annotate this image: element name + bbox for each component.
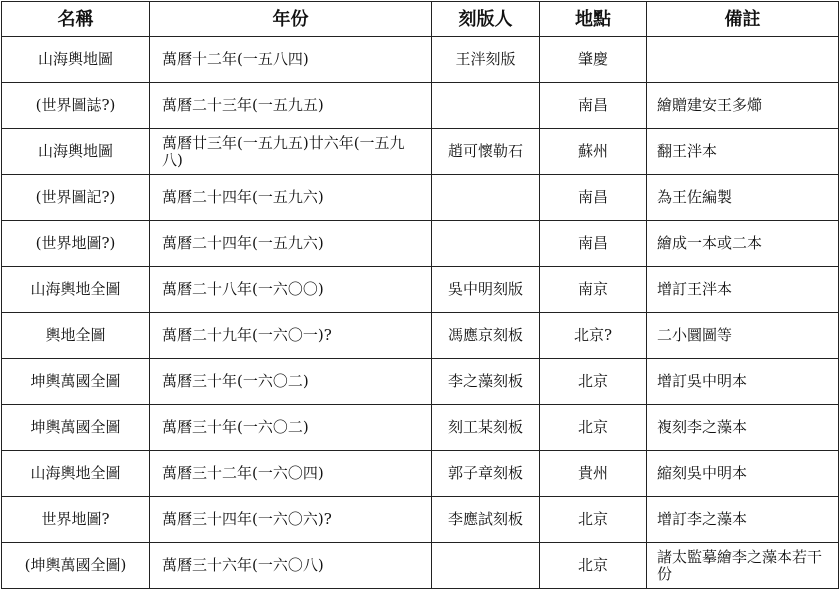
cell-place: 南京 xyxy=(540,267,647,313)
cell-note: 二小圜圖等 xyxy=(647,313,839,359)
cell-year: 萬曆三十年(一六〇二) xyxy=(150,405,432,451)
cell-year: 萬曆十二年(一五八四) xyxy=(150,37,432,83)
cell-note xyxy=(647,37,839,83)
table-row xyxy=(2,359,839,405)
cell-year: 萬曆三十六年(一六〇八) xyxy=(150,543,432,589)
cell-engraver: 馮應京刻板 xyxy=(432,313,540,359)
table-row xyxy=(2,129,839,175)
cell-name: 世界地圖? xyxy=(2,497,150,543)
table-row xyxy=(2,497,839,543)
cell-name: (世界地圖?) xyxy=(2,221,150,267)
cell-year: 萬曆三十二年(一六〇四) xyxy=(150,451,432,497)
cell-name: 山海輿地圖 xyxy=(2,129,150,175)
cell-note: 增訂吳中明本 xyxy=(647,359,839,405)
cell-year: 萬曆二十八年(一六〇〇) xyxy=(150,267,432,313)
cell-engraver: 王泮刻版 xyxy=(432,37,540,83)
map-editions-table xyxy=(1,1,839,589)
cell-note: 繪贈建安王多㸅 xyxy=(647,83,839,129)
cell-engraver: 吳中明刻版 xyxy=(432,267,540,313)
cell-name: 坤輿萬國全圖 xyxy=(2,359,150,405)
cell-engraver: 趙可懷勒石 xyxy=(432,129,540,175)
cell-note: 增訂王泮本 xyxy=(647,267,839,313)
table-row xyxy=(2,175,839,221)
cell-place: 蘇州 xyxy=(540,129,647,175)
cell-place: 肇慶 xyxy=(540,37,647,83)
cell-engraver xyxy=(432,175,540,221)
cell-name: 輿地全圖 xyxy=(2,313,150,359)
table-row xyxy=(2,451,839,497)
table-row xyxy=(2,543,839,589)
cell-place: 南昌 xyxy=(540,83,647,129)
cell-year: 萬曆三十四年(一六〇六)? xyxy=(150,497,432,543)
header-place: 地點 xyxy=(540,2,647,37)
table-row xyxy=(2,37,839,83)
table-row xyxy=(2,405,839,451)
cell-place: 南昌 xyxy=(540,175,647,221)
cell-name: 坤輿萬國全圖 xyxy=(2,405,150,451)
cell-engraver xyxy=(432,543,540,589)
header-row xyxy=(2,2,839,37)
cell-place: 北京 xyxy=(540,543,647,589)
cell-year: 萬曆廿三年(一五九五)廿六年(一五九八) xyxy=(150,129,432,175)
cell-note: 諸太監摹繪李之藻本若干份 xyxy=(647,543,839,589)
cell-name: 山海輿地全圖 xyxy=(2,267,150,313)
cell-note: 翻王泮本 xyxy=(647,129,839,175)
header-note: 備註 xyxy=(647,2,839,37)
cell-place: 北京 xyxy=(540,359,647,405)
cell-name: 山海輿地圖 xyxy=(2,37,150,83)
cell-name: 山海輿地全圖 xyxy=(2,451,150,497)
cell-note: 為王佐編製 xyxy=(647,175,839,221)
cell-engraver: 李應試刻板 xyxy=(432,497,540,543)
header-name: 名稱 xyxy=(2,2,150,37)
cell-year: 萬曆二十三年(一五九五) xyxy=(150,83,432,129)
cell-place: 北京 xyxy=(540,497,647,543)
table-row xyxy=(2,83,839,129)
cell-name: (世界圖記?) xyxy=(2,175,150,221)
table-row xyxy=(2,313,839,359)
cell-year: 萬曆二十四年(一五九六) xyxy=(150,175,432,221)
cell-note: 縮刻吳中明本 xyxy=(647,451,839,497)
cell-name: (坤輿萬國全圖) xyxy=(2,543,150,589)
cell-place: 北京 xyxy=(540,405,647,451)
cell-place: 北京? xyxy=(540,313,647,359)
table-row xyxy=(2,267,839,313)
cell-note: 複刻李之藻本 xyxy=(647,405,839,451)
cell-engraver: 郭子章刻板 xyxy=(432,451,540,497)
cell-year: 萬曆二十九年(一六〇一)? xyxy=(150,313,432,359)
header-year: 年份 xyxy=(150,2,432,37)
cell-note: 繪成一本或二本 xyxy=(647,221,839,267)
cell-engraver xyxy=(432,83,540,129)
cell-note: 增訂李之藻本 xyxy=(647,497,839,543)
header-engraver: 刻版人 xyxy=(432,2,540,37)
table-row xyxy=(2,221,839,267)
cell-engraver xyxy=(432,221,540,267)
cell-engraver: 李之藻刻板 xyxy=(432,359,540,405)
cell-year: 萬曆二十四年(一五九六) xyxy=(150,221,432,267)
cell-place: 南昌 xyxy=(540,221,647,267)
cell-year: 萬曆三十年(一六〇二) xyxy=(150,359,432,405)
cell-name: (世界圖誌?) xyxy=(2,83,150,129)
cell-place: 貴州 xyxy=(540,451,647,497)
cell-engraver: 刻工某刻板 xyxy=(432,405,540,451)
